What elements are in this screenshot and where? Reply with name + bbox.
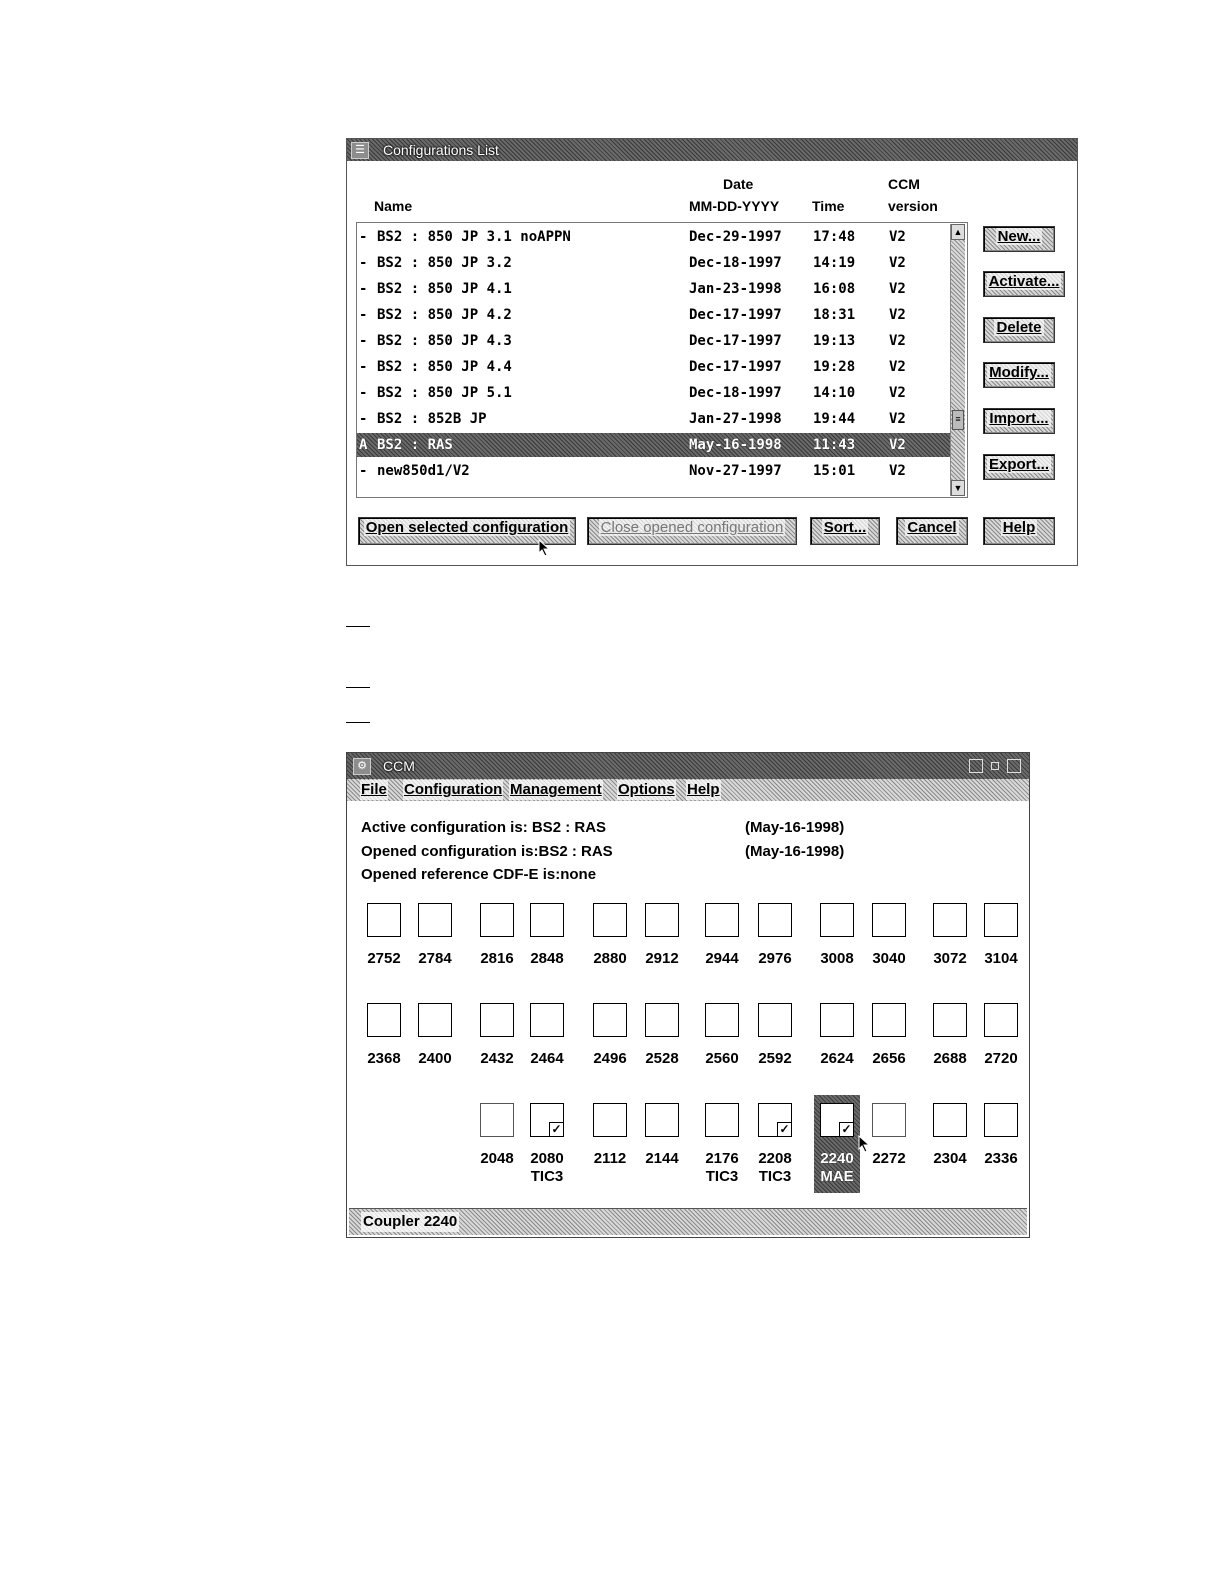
vertical-scrollbar[interactable] xyxy=(950,224,965,496)
slot-label xyxy=(411,1050,459,1068)
checkmark-icon: ✓ xyxy=(777,1122,792,1137)
row-marker: - xyxy=(359,463,368,479)
list-item[interactable] xyxy=(357,407,953,431)
application-icon[interactable]: ⚙ xyxy=(353,758,371,775)
slot-number: 2112 xyxy=(593,1150,627,1167)
row-time: 14:19 xyxy=(813,255,856,271)
row-name: BS2 : 850 JP 4.2 xyxy=(377,307,512,323)
maximize-icon[interactable] xyxy=(1007,759,1021,773)
slot-number: 2368 xyxy=(367,1050,401,1067)
slot-number: 2848 xyxy=(530,950,564,967)
coupler-slot-2688[interactable] xyxy=(933,1003,967,1037)
coupler-slot-3104[interactable] xyxy=(984,903,1018,937)
slot-number: 2240 xyxy=(820,1150,854,1167)
slot-number: 2496 xyxy=(593,1050,627,1067)
slot-number: 2208 xyxy=(758,1150,792,1167)
active-configuration-text: Active configuration is: BS2 : RAS xyxy=(361,819,607,836)
row-marker: - xyxy=(359,307,368,323)
checkmark-icon: ✓ xyxy=(839,1122,854,1137)
scroll-thumb[interactable]: ≡ xyxy=(952,410,964,430)
restore-icon[interactable] xyxy=(991,762,999,770)
opened-configuration-date: (May-16-1998) xyxy=(745,843,845,860)
row-name: new850d1/V2 xyxy=(377,463,470,479)
row-name: BS2 : 850 JP 4.4 xyxy=(377,359,512,375)
list-item[interactable] xyxy=(357,251,953,275)
column-header-ccm: CCM xyxy=(888,176,920,192)
row-version: V2 xyxy=(889,385,906,401)
slot-number: 2880 xyxy=(593,950,627,967)
slot-number: 2560 xyxy=(705,1050,739,1067)
slot-number: 2976 xyxy=(758,950,792,967)
coupler-slot-2528[interactable] xyxy=(645,1003,679,1037)
row-marker: - xyxy=(359,359,368,375)
row-marker: - xyxy=(359,385,368,401)
row-marker: - xyxy=(359,281,368,297)
list-item[interactable] xyxy=(357,303,953,327)
coupler-slot-2976[interactable] xyxy=(758,903,792,937)
slot-label xyxy=(638,950,686,968)
list-item-selected[interactable] xyxy=(357,433,953,457)
list-item[interactable] xyxy=(357,459,953,483)
list-item[interactable] xyxy=(357,355,953,379)
coupler-slot-2912[interactable] xyxy=(645,903,679,937)
row-date: Dec-17-1997 xyxy=(689,359,782,375)
slot-label xyxy=(751,1050,799,1068)
coupler-slot-2400[interactable] xyxy=(418,1003,452,1037)
activate-button[interactable]: Activate... xyxy=(983,271,1065,297)
checkmark-icon: ✓ xyxy=(549,1122,564,1137)
coupler-slot-2752[interactable] xyxy=(367,903,401,937)
slot-label xyxy=(865,1150,913,1168)
coupler-slot-2240[interactable] xyxy=(820,1103,854,1137)
row-version: V2 xyxy=(889,229,906,245)
mouse-pointer-icon xyxy=(538,539,552,557)
slot-number: 2336 xyxy=(984,1150,1018,1167)
status-text: Coupler 2240 xyxy=(363,1213,458,1230)
slot-label xyxy=(751,1150,799,1186)
slot-number: 3040 xyxy=(872,950,906,967)
slot-label xyxy=(977,1150,1025,1168)
slot-number: 2080 xyxy=(530,1150,564,1167)
row-marker: - xyxy=(359,229,368,245)
slot-number: 2912 xyxy=(645,950,679,967)
menu-options[interactable]: Options xyxy=(618,781,675,798)
new-button[interactable]: New... xyxy=(983,226,1055,252)
delete-button[interactable]: Delete xyxy=(983,317,1055,343)
row-marker: - xyxy=(359,333,368,349)
coupler-slot-2048[interactable] xyxy=(480,1103,514,1137)
export-button[interactable]: Export... xyxy=(983,454,1055,480)
scroll-up-arrow-icon[interactable]: ▲ xyxy=(951,224,965,240)
coupler-slot-3040[interactable] xyxy=(872,903,906,937)
slot-label xyxy=(523,1150,571,1186)
row-date: Dec-29-1997 xyxy=(689,229,782,245)
coupler-slot-2304[interactable] xyxy=(933,1103,967,1137)
slot-label xyxy=(865,1050,913,1068)
row-name: BS2 : 850 JP 4.1 xyxy=(377,281,512,297)
slot-label xyxy=(411,950,459,968)
row-name: BS2 : 850 JP 3.2 xyxy=(377,255,512,271)
slot-number: 2272 xyxy=(872,1150,906,1167)
column-header-time: Time xyxy=(812,198,845,214)
row-time: 18:31 xyxy=(813,307,856,323)
coupler-slot-2944[interactable] xyxy=(705,903,739,937)
menu-configuration[interactable]: Configuration xyxy=(404,781,503,798)
coupler-slot-2336[interactable] xyxy=(984,1103,1018,1137)
row-time: 17:48 xyxy=(813,229,856,245)
active-configuration-date: (May-16-1998) xyxy=(745,819,845,836)
row-date: Dec-18-1997 xyxy=(689,385,782,401)
slot-label xyxy=(638,1150,686,1168)
row-version: V2 xyxy=(889,333,906,349)
row-version: V2 xyxy=(889,463,906,479)
slot-number: 3104 xyxy=(984,950,1018,967)
configurations-listbox[interactable] xyxy=(356,222,968,498)
slot-number: 2528 xyxy=(645,1050,679,1067)
slot-label xyxy=(926,1150,974,1168)
row-version: V2 xyxy=(889,255,906,271)
row-name: BS2 : 850 JP 3.1 noAPPN xyxy=(377,229,571,245)
slot-number: 2048 xyxy=(480,1150,514,1167)
column-header-date-format: MM-DD-YYYY xyxy=(689,198,780,214)
row-name: BS2 : RAS xyxy=(377,437,453,453)
menu-file[interactable]: File xyxy=(361,781,387,798)
row-version: V2 xyxy=(889,281,906,297)
slot-label xyxy=(813,1050,861,1068)
row-time: 15:01 xyxy=(813,463,856,479)
system-menu-icon[interactable]: ☰ xyxy=(351,142,369,159)
slot-label xyxy=(698,950,746,968)
row-date: Dec-17-1997 xyxy=(689,333,782,349)
coupler-slot-2496[interactable] xyxy=(593,1003,627,1037)
slot-label xyxy=(360,1050,408,1068)
slot-number: 2464 xyxy=(530,1050,564,1067)
coupler-slot-2560[interactable] xyxy=(705,1003,739,1037)
bullet-dash xyxy=(346,722,370,723)
slot-number: 2624 xyxy=(820,1050,854,1067)
slot-label xyxy=(926,950,974,968)
coupler-slot-2368[interactable] xyxy=(367,1003,401,1037)
cancel-button[interactable]: Cancel xyxy=(896,517,968,545)
slot-adapter-type: TIC3 xyxy=(758,1168,792,1185)
coupler-slot-2592[interactable] xyxy=(758,1003,792,1037)
slot-label xyxy=(751,950,799,968)
slot-label xyxy=(586,950,634,968)
slot-adapter-type: TIC3 xyxy=(530,1168,564,1185)
slot-adapter-type: TIC3 xyxy=(705,1168,739,1185)
row-date: May-16-1998 xyxy=(689,437,782,453)
slot-number: 2592 xyxy=(758,1050,792,1067)
slot-label xyxy=(813,1150,861,1186)
row-date: Dec-17-1997 xyxy=(689,307,782,323)
slot-label xyxy=(523,1050,571,1068)
bullet-dash xyxy=(346,626,370,627)
slot-label xyxy=(638,1050,686,1068)
list-item[interactable] xyxy=(357,381,953,405)
slot-number: 2816 xyxy=(480,950,514,967)
row-time: 19:44 xyxy=(813,411,856,427)
window-title: Configurations List xyxy=(383,142,499,158)
ccm-window xyxy=(346,752,1030,1238)
coupler-slot-2272[interactable] xyxy=(872,1103,906,1137)
coupler-slot-2784[interactable] xyxy=(418,903,452,937)
open-selected-configuration-button[interactable]: Open selected configuration xyxy=(358,517,576,545)
row-version: V2 xyxy=(889,437,906,453)
slot-number: 2144 xyxy=(645,1150,679,1167)
slot-number: 3008 xyxy=(820,950,854,967)
slot-number: 3072 xyxy=(933,950,967,967)
row-marker: A xyxy=(359,437,368,453)
row-version: V2 xyxy=(889,307,906,323)
row-time: 14:10 xyxy=(813,385,856,401)
slot-number: 2944 xyxy=(705,950,739,967)
row-time: 19:28 xyxy=(813,359,856,375)
slot-number: 2656 xyxy=(872,1050,906,1067)
slot-number: 2432 xyxy=(480,1050,514,1067)
row-marker: - xyxy=(359,255,368,271)
coupler-slot-2816[interactable] xyxy=(480,903,514,937)
slot-number: 2784 xyxy=(418,950,452,967)
bullet-dash xyxy=(346,687,370,688)
slot-number: 2400 xyxy=(418,1050,452,1067)
slot-number: 2176 xyxy=(705,1150,739,1167)
coupler-slot-2464[interactable] xyxy=(530,1003,564,1037)
row-time: 19:13 xyxy=(813,333,856,349)
slot-adapter-type: MAE xyxy=(820,1168,854,1185)
slot-label xyxy=(473,950,521,968)
row-marker: - xyxy=(359,411,368,427)
slot-label xyxy=(977,1050,1025,1068)
title-bar[interactable] xyxy=(347,753,1029,779)
modify-button[interactable]: Modify... xyxy=(983,362,1055,388)
scroll-down-arrow-icon[interactable]: ▼ xyxy=(951,480,965,496)
sort-button[interactable]: Sort... xyxy=(810,517,880,545)
row-date: Jan-27-1998 xyxy=(689,411,782,427)
slot-label xyxy=(523,950,571,968)
coupler-slot-2208[interactable] xyxy=(758,1103,792,1137)
opened-configuration-text: Opened configuration is:BS2 : RAS xyxy=(361,843,613,860)
list-item[interactable] xyxy=(357,329,953,353)
slot-label xyxy=(813,950,861,968)
coupler-slot-2112[interactable] xyxy=(593,1103,627,1137)
slot-number: 2752 xyxy=(367,950,401,967)
slot-number: 2688 xyxy=(933,1050,967,1067)
coupler-slot-3008[interactable] xyxy=(820,903,854,937)
row-time: 16:08 xyxy=(813,281,856,297)
slot-label xyxy=(977,950,1025,968)
coupler-slot-2432[interactable] xyxy=(480,1003,514,1037)
slot-label xyxy=(586,1050,634,1068)
window-title: CCM xyxy=(383,758,415,774)
slot-label xyxy=(586,1150,634,1168)
slot-label xyxy=(865,950,913,968)
row-name: BS2 : 850 JP 4.3 xyxy=(377,333,512,349)
column-header-date-top: Date xyxy=(723,176,754,192)
list-item[interactable] xyxy=(357,225,953,249)
slot-number: 2304 xyxy=(933,1150,967,1167)
row-time: 11:43 xyxy=(813,437,856,453)
coupler-slot-2848[interactable] xyxy=(530,903,564,937)
close-opened-configuration-button[interactable]: Close opened configuration xyxy=(587,517,797,545)
coupler-slot-2176[interactable] xyxy=(705,1103,739,1137)
slot-label xyxy=(473,1150,521,1168)
list-item[interactable] xyxy=(357,277,953,301)
menu-bar xyxy=(347,779,1029,801)
help-button[interactable]: Help xyxy=(983,517,1055,545)
status-bar xyxy=(349,1208,1027,1235)
row-version: V2 xyxy=(889,359,906,375)
column-header-version: version xyxy=(888,198,938,214)
slot-label xyxy=(473,1050,521,1068)
column-header-name: Name xyxy=(374,198,413,214)
slot-label xyxy=(926,1050,974,1068)
minimize-icon[interactable] xyxy=(969,759,983,773)
coupler-slot-2144[interactable] xyxy=(645,1103,679,1137)
configurations-list-window xyxy=(346,138,1078,566)
import-button[interactable]: Import... xyxy=(983,408,1055,434)
row-date: Dec-18-1997 xyxy=(689,255,782,271)
coupler-slot-2656[interactable] xyxy=(872,1003,906,1037)
slot-label xyxy=(698,1150,746,1186)
menu-management[interactable]: Management xyxy=(510,781,602,798)
coupler-slot-2720[interactable] xyxy=(984,1003,1018,1037)
coupler-slot-2624[interactable] xyxy=(820,1003,854,1037)
coupler-slot-3072[interactable] xyxy=(933,903,967,937)
menu-help[interactable]: Help xyxy=(687,781,720,798)
slot-label xyxy=(698,1050,746,1068)
slot-number: 2720 xyxy=(984,1050,1018,1067)
coupler-slot-2880[interactable] xyxy=(593,903,627,937)
opened-reference-text: Opened reference CDF-E is:none xyxy=(361,866,597,883)
row-date: Nov-27-1997 xyxy=(689,463,782,479)
row-name: BS2 : 852B JP xyxy=(377,411,487,427)
coupler-slot-2080[interactable] xyxy=(530,1103,564,1137)
row-name: BS2 : 850 JP 5.1 xyxy=(377,385,512,401)
slot-label xyxy=(360,950,408,968)
row-version: V2 xyxy=(889,411,906,427)
title-bar[interactable] xyxy=(347,139,1077,161)
row-date: Jan-23-1998 xyxy=(689,281,782,297)
